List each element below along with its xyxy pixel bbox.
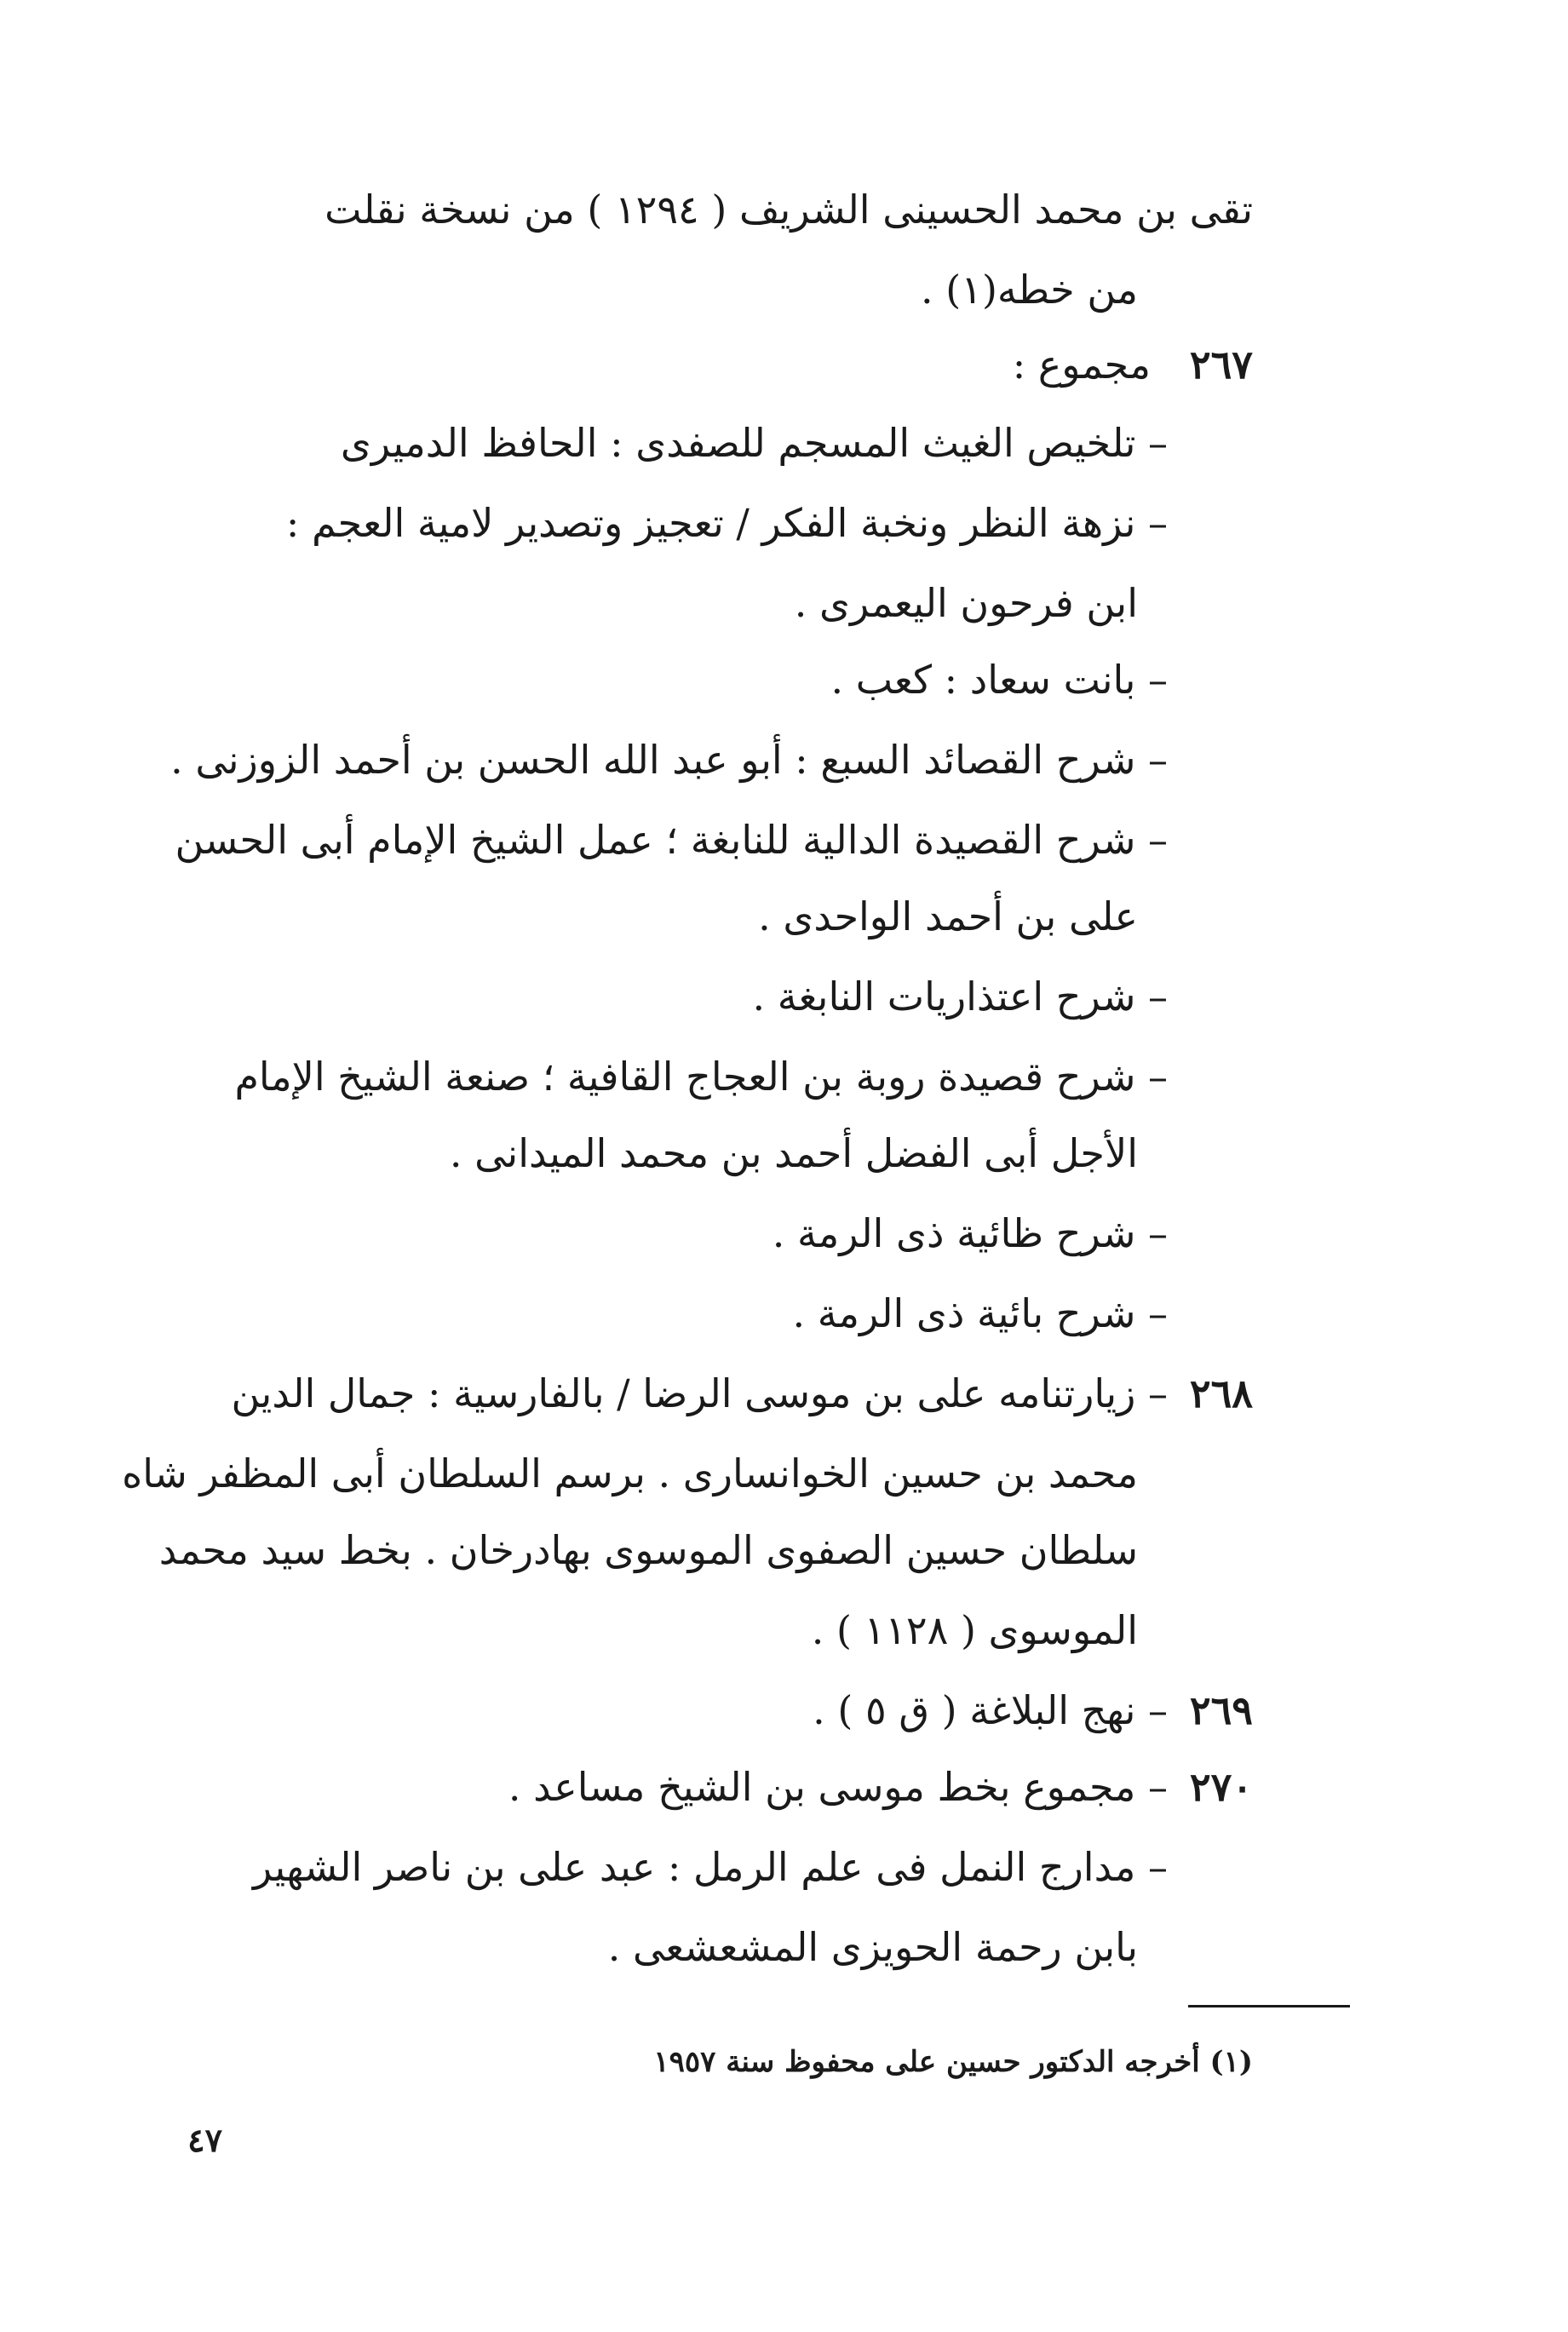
footnote-divider: [1188, 2005, 1350, 2007]
entry-number: ٢٧٠: [1189, 1764, 1253, 1810]
text-line: محمد بن حسين الخوانسارى . برسم السلطان أبى المظفر شاه: [122, 1450, 1138, 1496]
text-line: على بن أحمد الواحدى .: [758, 893, 1138, 939]
page-number: ٤٧: [187, 2121, 222, 2159]
text-line: – مدارج النمل فى علم الرمل : عبد على بن ناصر الشهير: [252, 1844, 1168, 1890]
text-line: – شرح بائية ذى الرمة .: [792, 1290, 1168, 1336]
text-line: – زيارتنامه على بن موسى الرضا / بالفارسية : جمال الدين: [231, 1370, 1168, 1416]
text-line: سلطان حسين الصفوى الموسوى بهادرخان . بخط سيد محمد: [158, 1527, 1138, 1573]
text-line: – شرح القصيدة الدالية للنابغة ؛ عمل الشيخ الإمام أبى الحسن: [175, 817, 1168, 863]
text-line: – شرح قصيدة روبة بن العجاج القافية ؛ صنعة الشيخ الإمام: [234, 1054, 1168, 1100]
text-line: – مجموع بخط موسى بن الشيخ مساعد .: [508, 1764, 1168, 1810]
entry-number: ٢٦٧: [1189, 342, 1253, 388]
text-line: الأجل أبى الفضل أحمد بن محمد الميدانى .: [449, 1130, 1138, 1176]
text-line: – نهج البلاغة ( ق ٥ ) .: [813, 1687, 1168, 1733]
text-line: – شرح القصائد السبع : أبو عبد الله الحسن بن أحمد الزوزنى .: [170, 737, 1168, 783]
text-line: ابن فرحون اليعمرى .: [794, 580, 1138, 626]
entry-number: ٢٦٩: [1189, 1687, 1253, 1733]
text-line: الموسوى ( ١١٢٨ ) .: [811, 1607, 1138, 1653]
text-line: من خطه(١) .: [921, 267, 1138, 313]
text-line: – شرح اعتذاريات النابغة .: [752, 974, 1168, 1020]
text-line: – بانت سعاد : كعب .: [830, 657, 1168, 703]
entry-number: ٢٦٨: [1189, 1370, 1253, 1416]
text-line: – تلخيص الغيث المسجم للصفدى : الحافظ الدميرى: [340, 420, 1168, 466]
text-line: تقى بن محمد الحسينى الشريف ( ١٢٩٤ ) من نسخة نقلت: [325, 187, 1253, 233]
text-line: مجموع :: [1012, 342, 1151, 388]
text-line: – شرح ظائية ذى الرمة .: [772, 1210, 1168, 1256]
text-line: – نزهة النظر ونخبة الفكر / تعجيز وتصدير لامية العجم :: [285, 500, 1168, 546]
text-line: بابن رحمة الحويزى المشعشعى .: [607, 1924, 1138, 1970]
footnote: (١) أخرجه الدكتور حسين على محفوظ سنة ١٩٥٧: [653, 2045, 1253, 2079]
